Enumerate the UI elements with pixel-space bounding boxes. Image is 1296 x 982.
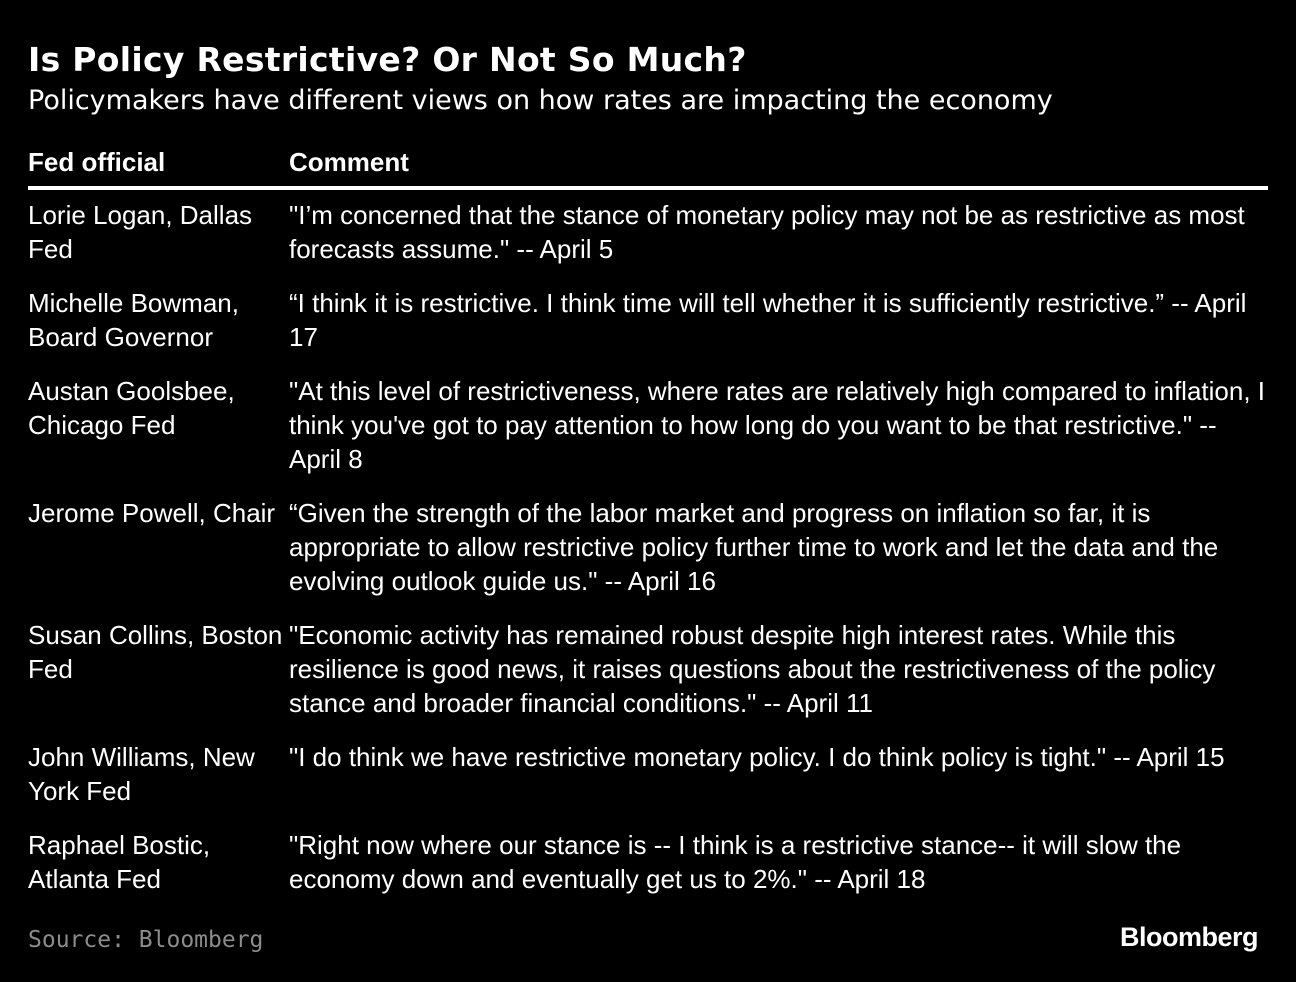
official-name: Lorie Logan, Dallas Fed (28, 200, 253, 264)
chart-subtitle: Policymakers have different views on how rates are impacting the economy (28, 85, 1053, 116)
table-row (28, 286, 1268, 374)
comments-table (28, 140, 1268, 916)
column-header-official: Fed official (28, 147, 166, 177)
official-name: Michelle Bowman, Board Governor (28, 288, 239, 352)
official-name: John Williams, New York Fed (28, 742, 255, 806)
official-comment: “Given the strength of the labor market and progress on inflation so far, it is appropriate to allow restrictive policy further time to work and let the data and the evolving outlook guide us." -- April 16 (289, 498, 1219, 596)
table-row (28, 198, 1268, 286)
official-name: Raphael Bostic, Atlanta Fed (28, 830, 211, 894)
table-row (28, 496, 1268, 618)
official-comment: “I think it is restrictive. I think time will tell whether it is sufficiently restrictive.” -- April 17 (289, 288, 1247, 352)
table-body (28, 198, 1268, 916)
table-header (28, 140, 1268, 190)
official-comment: "I do think we have restrictive monetary policy. I do think policy is tight." -- April 15 (289, 742, 1225, 772)
chart-title: Is Policy Restrictive? Or Not So Much? (28, 40, 747, 79)
source-note: Source: Bloomberg (28, 927, 264, 953)
official-name: Jerome Powell, Chair (28, 498, 276, 528)
official-comment: "Economic activity has remained robust despite high interest rates. While this resilience is good news, it raises questions about the restrictiveness of the policy stance and broader financial conditions." -- April 11 (289, 620, 1216, 718)
official-name: Susan Collins, Boston Fed (28, 620, 283, 684)
column-header-comment: Comment (289, 147, 409, 177)
table-row (28, 374, 1268, 496)
bloomberg-logo: Bloomberg (1119, 922, 1258, 952)
official-name: Austan Goolsbee, Chicago Fed (28, 376, 235, 440)
table-row (28, 828, 1268, 916)
table-row (28, 618, 1268, 740)
official-comment: "At this level of restrictiveness, where rates are relatively high compared to inflation, I think you've got to pay attention to how long do you want to be that restrictive." -- April 8 (289, 376, 1266, 474)
table-row (28, 740, 1268, 828)
official-comment: "Right now where our stance is -- I think is a restrictive stance-- it will slow the economy down and eventually get us to 2%." -- April 18 (289, 830, 1182, 894)
official-comment: "I’m concerned that the stance of monetary policy may not be as restrictive as most forecasts assume." -- April 5 (289, 200, 1245, 264)
